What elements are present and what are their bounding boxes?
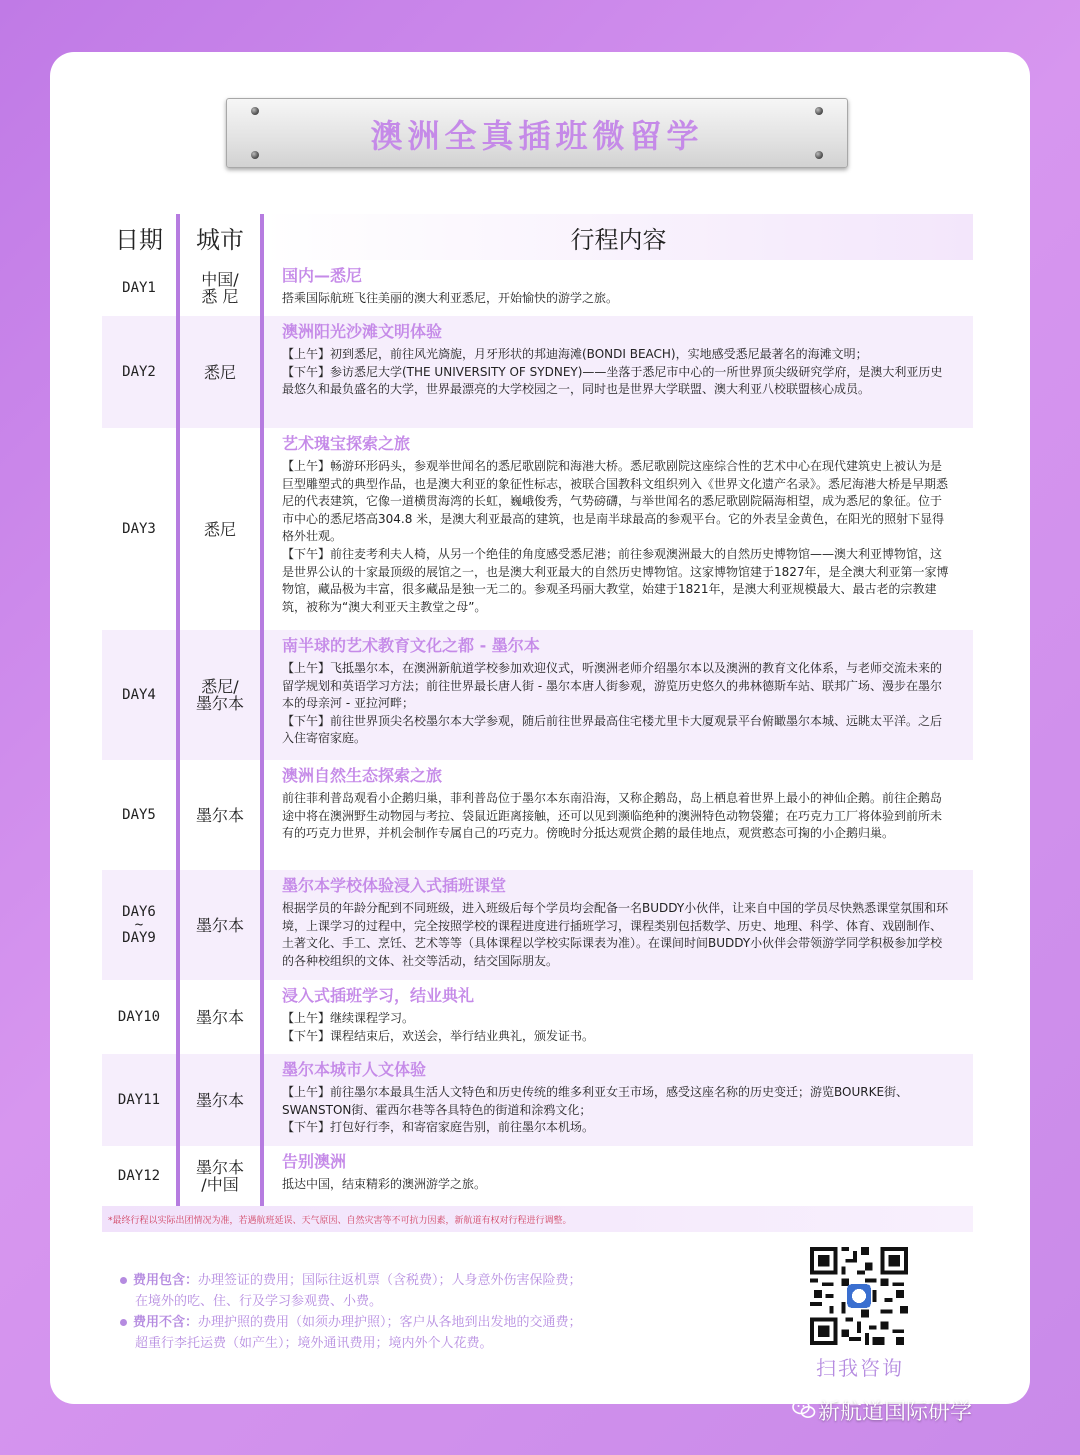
row-day: DAY5 bbox=[122, 807, 156, 823]
fees-excluded bbox=[120, 1312, 720, 1333]
section-text bbox=[282, 660, 949, 748]
section-title: 浸入式插班学习，结业典礼 bbox=[282, 986, 475, 1005]
row-content bbox=[262, 1054, 973, 1146]
row-day: DAY11 bbox=[102, 1054, 178, 1146]
row-city bbox=[178, 980, 262, 1054]
wechat-icon bbox=[792, 1398, 816, 1420]
header-content: 行程内容 bbox=[262, 214, 973, 260]
fees-included bbox=[120, 1270, 720, 1291]
fees-included-text: 办理签证的费用；国际往返机票（含税费）；人身意外伤害保险费； bbox=[198, 1273, 582, 1288]
section-paragraph: 【下午】前往世界顶尖名校墨尔本大学参观，随后前往世界最高住宅楼尤里卡大厦观景平台俯瞰墨尔本城、远眺太平洋。之后入住寄宿家庭。 bbox=[282, 713, 943, 746]
row-city-line: 墨尔本 bbox=[195, 694, 244, 713]
fees-excluded-text: 办理护照的费用（如须办理护照）；客户从各地到出发地的交通费； bbox=[198, 1315, 582, 1330]
disclaimer-note: *最终行程以实际出团情况为准，若遇航班延误、天气原因、自然灾害等不可抗力因素，新航道有权对行程进行调整。 bbox=[102, 1206, 973, 1232]
section-text bbox=[282, 458, 949, 616]
row-city-line: 墨尔本 bbox=[195, 1158, 244, 1177]
itinerary-table bbox=[102, 214, 973, 1232]
section-text bbox=[282, 290, 949, 308]
section-title: 国内—悉尼 bbox=[282, 266, 363, 285]
row-content bbox=[262, 870, 973, 980]
row-content bbox=[262, 1146, 973, 1206]
row-city-line: 墨尔本 bbox=[195, 915, 244, 935]
qr-label: 扫我咨询 bbox=[816, 1356, 904, 1380]
row-content bbox=[262, 428, 973, 630]
table-row bbox=[102, 316, 973, 428]
table-row bbox=[102, 1146, 973, 1206]
row-city bbox=[178, 260, 262, 316]
row-day: DAY3 bbox=[122, 521, 156, 537]
table-row bbox=[102, 1054, 973, 1146]
table-row bbox=[102, 630, 973, 760]
row-day: DAY10 bbox=[117, 1009, 161, 1025]
bullet-icon bbox=[120, 1319, 127, 1326]
section-paragraph: 【上午】前往墨尔本最具生活人文特色和历史传统的维多利亚女王市场，感受这座名称的历史变迁；游览BOURKE街、SWANSTON街、霍西尔巷等各具特色的街道和涂鸦文化； bbox=[282, 1085, 909, 1117]
row-city bbox=[178, 630, 262, 760]
fees-included-label: 费用包含： bbox=[133, 1273, 199, 1288]
section-title: 告别澳洲 bbox=[282, 1152, 347, 1171]
section-paragraph: 【上午】继续课程学习。 bbox=[282, 1011, 415, 1025]
section-paragraph: 【下午】前往麦考利夫人椅，从另一个绝佳的角度感受悉尼港；前往参观澳洲最大的自然历史博物馆——澳大利亚博物馆，这是世界公认的十家最顶级的展馆之一，也是澳大利亚最大的自然历史博物馆。这家博物馆建于1827年，是全澳大利亚第一家博物馆，藏品极为丰富，很多藏品是独一无二的。参观圣玛丽大教堂，始建于1821年，是澳大利亚规模最大、最古老的宗教建筑，被称为“澳大利亚天主教堂之母”。 bbox=[282, 546, 949, 614]
itinerary-card bbox=[50, 52, 1030, 1404]
row-city-line: 墨尔本 bbox=[195, 805, 244, 825]
section-paragraph: 前往菲利普岛观看小企鹅归巢，菲利普岛位于墨尔本东南沿海，又称企鹅岛，岛上栖息着世界上最小的神仙企鹅。前往企鹅岛途中将在澳洲野生动物园与考拉、袋鼠近距离接触，还可以见到濒临绝种的澳洲特色动物袋獾；在巧克力工厂将体验到前所未有的巧克力世界，并机会制作专属自己的巧克力。傍晚时分抵达观赏企鹅的最佳地点，观赏憨态可掬的小企鹅归巢。 bbox=[282, 791, 943, 841]
section-text bbox=[282, 790, 949, 843]
row-city-line: 墨尔本 bbox=[195, 1090, 244, 1110]
table-row bbox=[102, 870, 973, 980]
section-paragraph: 【上午】畅游环形码头，参观举世闻名的悉尼歌剧院和海港大桥。悉尼歌剧院这座综合性的艺术中心在现代建筑史上被认为是巨型雕塑式的典型作品，也是澳大利亚的象征性标志，被联合国教科文组织列入《世界文化遗产名录》。悉尼海港大桥是早期悉尼的代表建筑，它像一道横贯海湾的长虹，巍峨俊秀，气势磅礴，与举世闻名的悉尼歌剧院隔海相望，成为悉尼的象征。位于市中心的悉尼塔高304.8 米，是澳大利亚最高的建筑，也是南半球最高的参观平台。它的外表呈金黄色，在阳光的照射下显得格外壮观。 bbox=[282, 459, 949, 544]
row-city-line: 悉 尼 bbox=[201, 287, 239, 306]
row-city bbox=[178, 1146, 262, 1206]
section-paragraph: 【下午】打包好行李，和寄宿家庭告别，前往墨尔本机场。 bbox=[282, 1120, 595, 1135]
row-content bbox=[262, 260, 973, 316]
row-city bbox=[178, 760, 262, 870]
disclaimer-row bbox=[102, 1206, 973, 1232]
section-paragraph: 【下午】课程结束后，欢送会，举行结业典礼，颁发证书。 bbox=[282, 1028, 595, 1043]
fees-included-text2: 在境外的吃、住、行及学习参观费、小费。 bbox=[135, 1294, 383, 1309]
table-header bbox=[102, 214, 973, 260]
section-text bbox=[282, 900, 949, 970]
row-day-part: ~ bbox=[134, 917, 144, 933]
fees-section bbox=[120, 1270, 720, 1354]
header-city: 城市 bbox=[178, 214, 262, 260]
row-day: DAY1 bbox=[122, 280, 156, 296]
row-day: DAY2 bbox=[102, 316, 178, 428]
row-city-line: 悉尼 bbox=[203, 519, 236, 539]
row-city-line: 墨尔本 bbox=[195, 1007, 244, 1027]
section-title: 南半球的艺术教育文化之都 - 墨尔本 bbox=[282, 636, 540, 655]
section-title: 墨尔本城市人文体验 bbox=[282, 1060, 427, 1079]
row-content bbox=[262, 630, 973, 760]
fees-excluded-text2: 超重行李托运费（如产生）；境外通讯费用；境内外个人花费。 bbox=[135, 1336, 493, 1351]
section-text bbox=[282, 1084, 949, 1137]
table-row bbox=[102, 260, 973, 316]
row-city-line: 悉尼 bbox=[203, 362, 236, 382]
section-text bbox=[282, 1176, 949, 1194]
table-row bbox=[102, 760, 973, 870]
row-city bbox=[178, 316, 262, 428]
row-city-line: 中国/ bbox=[201, 270, 239, 289]
brand-name: 新航道国际研学 bbox=[818, 1400, 973, 1425]
row-city-line: /中国 bbox=[201, 1175, 239, 1194]
row-day-part: DAY9 bbox=[122, 930, 156, 946]
section-paragraph: 【上午】飞抵墨尔本，在澳洲新航道学校参加欢迎仪式，听澳洲老师介绍墨尔本以及澳洲的教育文化体系，与老师交流未来的留学规划和英语学习方法；前往世界最长唐人街 - 墨尔本唐人街参观，游览历史悠久的弗林德斯车站、联邦广场、漫步在墨尔本的母亲河 - 亚拉河畔； bbox=[282, 661, 943, 711]
title-plaque bbox=[226, 98, 848, 168]
section-paragraph: 抵达中国，结束精彩的澳洲游学之旅。 bbox=[282, 1177, 487, 1191]
section-text bbox=[282, 1010, 949, 1045]
table-row bbox=[102, 428, 973, 630]
row-city bbox=[178, 1054, 262, 1146]
section-paragraph: 根据学员的年龄分配到不同班级，进入班级后每个学员均会配备一名BUDDY小伙伴，让来自中国的学员尽快熟悉课堂氛围和环境，上课学习的过程中，完全按照学校的课程进度进行插班学习，课程类别包括数学、历史、地理、科学、体育、戏剧制作、土著文化、手工、烹饪、艺术等等（具体课程以学校实际课表为准）。在课间时间BUDDY小伙伴会带领游学同学积极参加学校的各种校组织的文体、社交等活动，结交国际朋友。 bbox=[282, 901, 949, 968]
row-content bbox=[262, 316, 973, 428]
section-title: 澳洲阳光沙滩文明体验 bbox=[282, 322, 443, 341]
fees-excluded-label: 费用不含： bbox=[133, 1315, 199, 1330]
section-title: 墨尔本学校体验浸入式插班课堂 bbox=[282, 876, 507, 895]
row-city-line: 悉尼/ bbox=[201, 677, 239, 696]
row-day bbox=[102, 870, 178, 980]
qr-code-icon[interactable] bbox=[810, 1247, 908, 1345]
row-day: DAY4 bbox=[102, 630, 178, 760]
bullet-icon bbox=[120, 1277, 127, 1284]
section-paragraph: 【下午】参访悉尼大学(THE UNIVERSITY OF SYDNEY)——坐落于悉尼市中心的一所世界顶尖级研究学府，是澳大利亚历史最悠久和最负盛名的大学，世界最漂亮的大学校园之一，同时也是世界大学联盟、澳大利亚八校联盟核心成员。 bbox=[282, 364, 943, 397]
table-row bbox=[102, 980, 973, 1054]
section-title: 澳洲自然生态探索之旅 bbox=[282, 766, 443, 785]
row-city bbox=[178, 428, 262, 630]
page-title: 澳洲全真插班微留学 bbox=[370, 117, 704, 155]
header-date: 日期 bbox=[102, 214, 178, 260]
row-day: DAY12 bbox=[117, 1168, 161, 1184]
section-paragraph: 【上午】初到悉尼，前往风光旖旎，月牙形状的邦迪海滩(BONDI BEACH)，实地感受悉尼最著名的海滩文明； bbox=[282, 347, 868, 361]
row-day-part: DAY6 bbox=[122, 904, 156, 920]
section-title: 艺术瑰宝探索之旅 bbox=[282, 434, 411, 453]
row-city bbox=[178, 870, 262, 980]
row-content bbox=[262, 980, 973, 1054]
row-content bbox=[262, 760, 973, 870]
section-text bbox=[282, 346, 949, 399]
section-paragraph: 搭乘国际航班飞往美丽的澳大利亚悉尼，开始愉快的游学之旅。 bbox=[282, 291, 619, 305]
